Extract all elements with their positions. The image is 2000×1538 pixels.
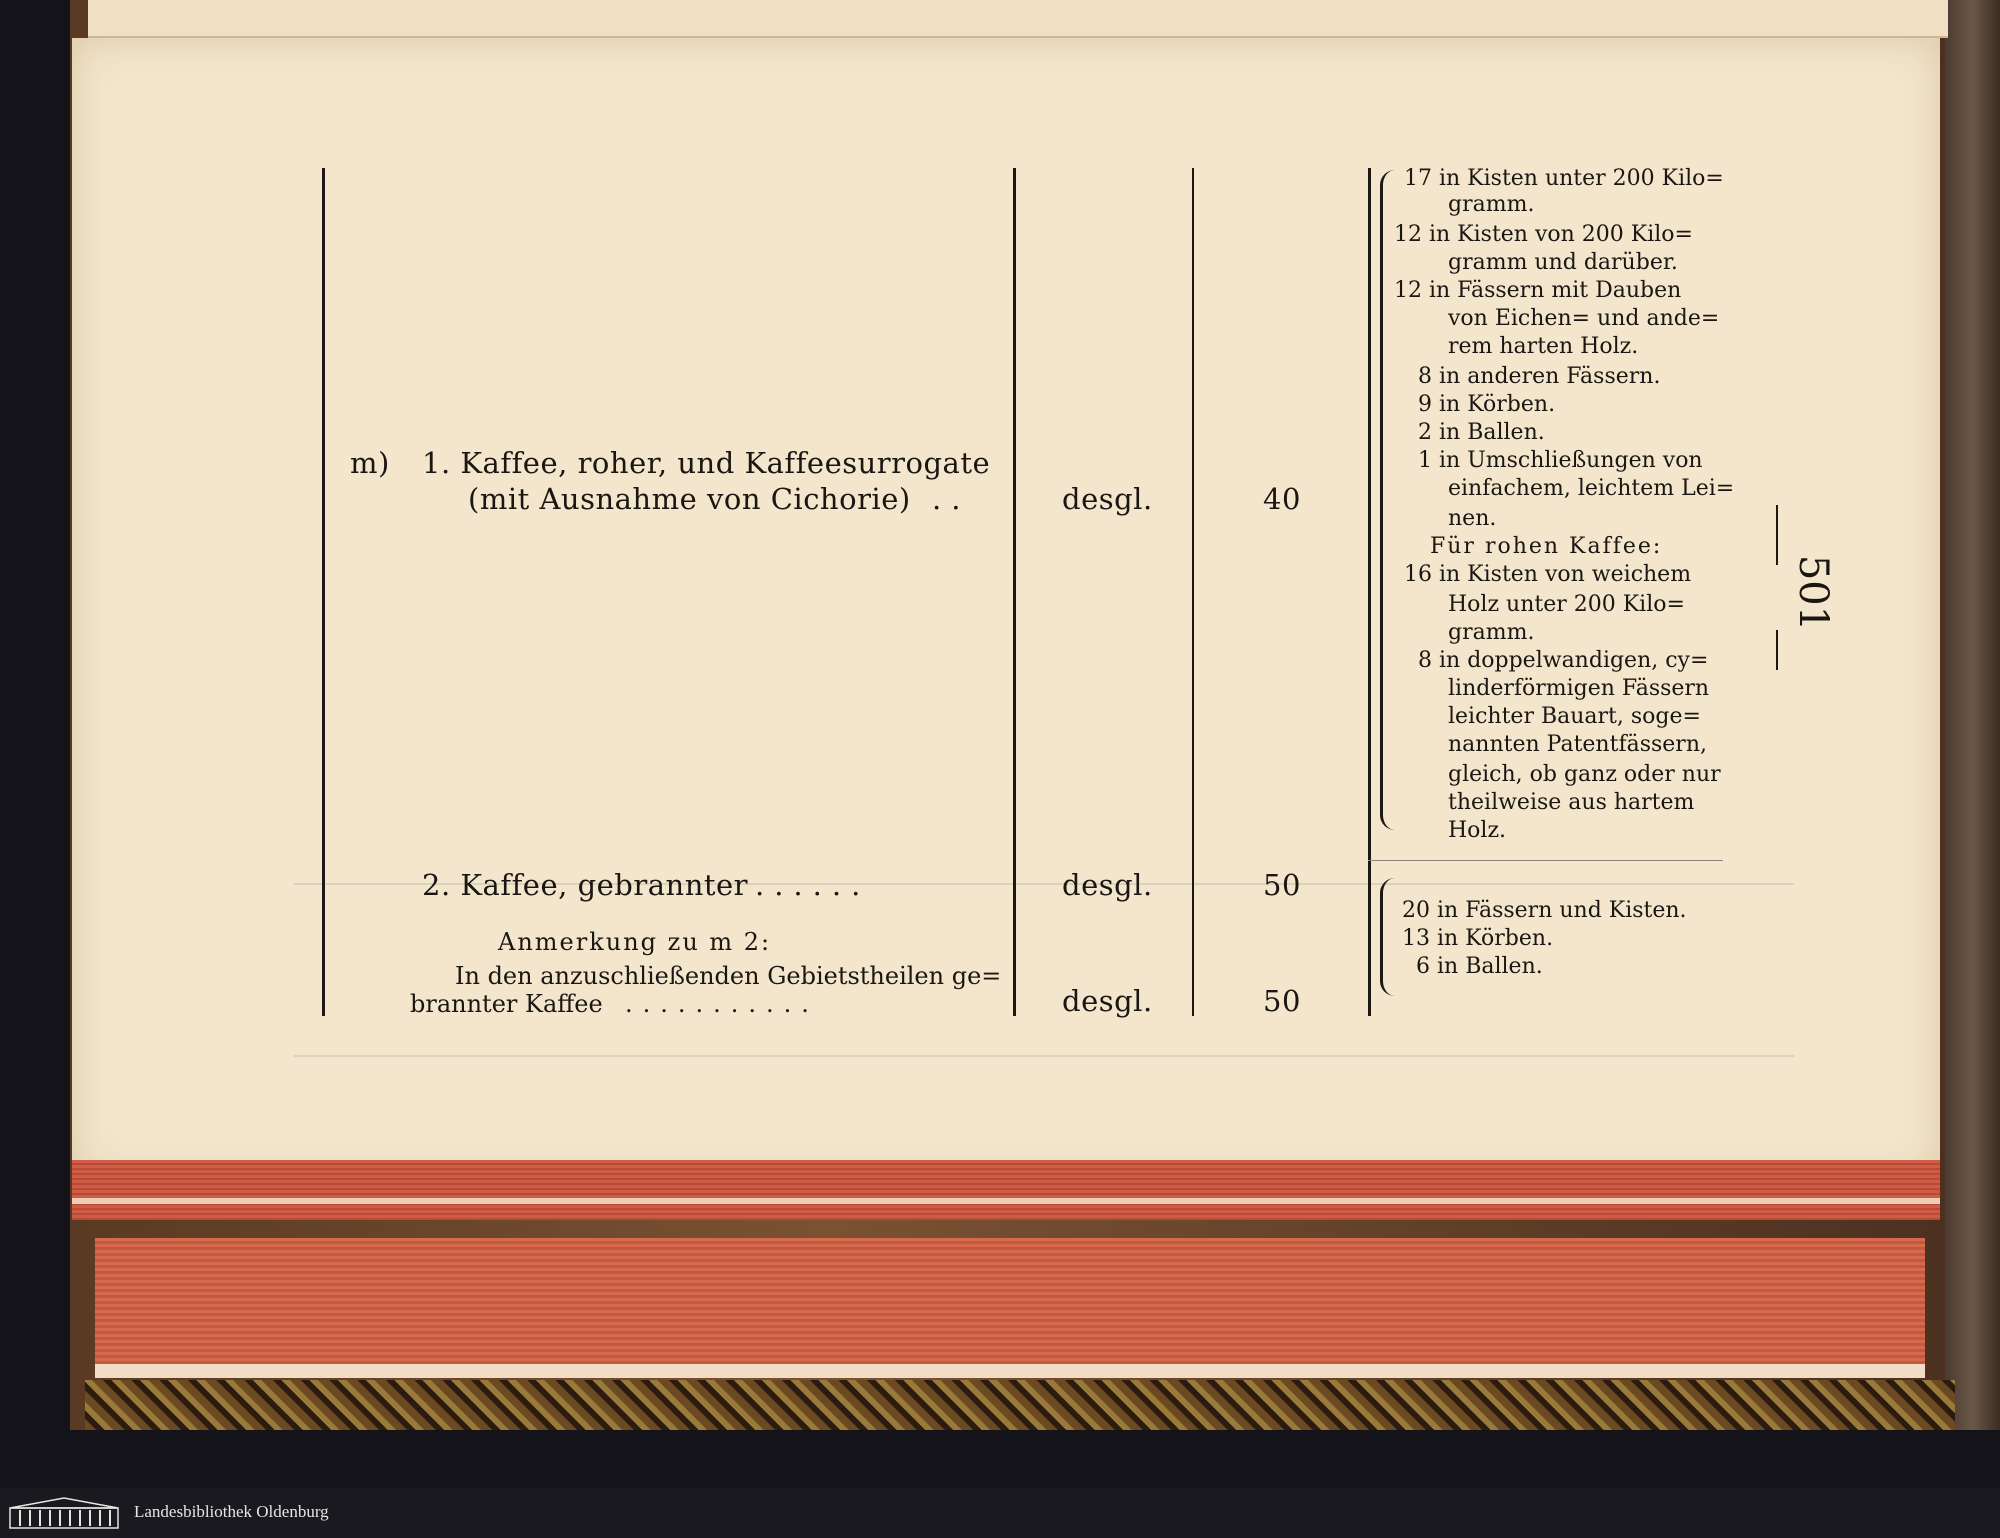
unit-cell: desgl.: [1062, 984, 1153, 1018]
leader-dots: ......: [755, 868, 871, 902]
tare-line: 8 in doppelwandigen, cy=: [1418, 648, 1709, 673]
column-rule-unit: [1192, 168, 1194, 1016]
tare-line: von Eichen= und ande=: [1448, 306, 1720, 331]
previous-page-edge: [88, 0, 1948, 38]
tare-line: Holz.: [1448, 818, 1507, 843]
duty-value-cell: 40: [1263, 482, 1301, 516]
tare-line: 2 in Ballen.: [1418, 420, 1545, 445]
tare-line: 17 in Kisten unter 200 Kilo=: [1404, 166, 1724, 191]
tare-line: 20 in Fässern und Kisten.: [1402, 898, 1687, 923]
brace-m1: [1380, 170, 1395, 830]
tare-line: 12 in Kisten von 200 Kilo=: [1394, 222, 1693, 247]
tare-line: 12 in Fässern mit Dauben: [1394, 278, 1682, 303]
page-edge-red-lower: [95, 1238, 1925, 1378]
book-spine: [1945, 0, 2000, 1430]
page-number-rule: [1776, 630, 1778, 670]
duty-value-cell: 50: [1263, 984, 1301, 1018]
leader-dots: ..: [932, 482, 971, 516]
leader-dots: ...........: [625, 990, 819, 1018]
tare-line: gramm und darüber.: [1448, 250, 1678, 275]
library-name: Landesbibliothek Oldenburg: [134, 1502, 329, 1521]
unit-cell: desgl.: [1062, 868, 1153, 902]
row-marker: m): [350, 446, 390, 480]
page-number-rule: [1776, 505, 1778, 565]
tare-line: 6 in Ballen.: [1416, 954, 1543, 979]
tare-line: einfachem, leichtem Lei=: [1448, 476, 1735, 501]
tare-line: theilweise aus hartem: [1448, 790, 1695, 815]
tare-line: 1 in Umschließungen von: [1418, 448, 1703, 473]
tare-line: leichter Bauart, soge=: [1448, 704, 1701, 729]
tare-line: gramm.: [1448, 620, 1535, 645]
column-rule-value: [1368, 168, 1371, 1016]
tare-subheading: Für rohen Kaffee:: [1430, 534, 1663, 559]
tare-line: Holz unter 200 Kilo=: [1448, 592, 1685, 617]
note-text-line1: In den anzuschließenden Gebietstheilen ge=: [455, 962, 1002, 990]
note-heading: Anmerkung zu m 2:: [498, 928, 772, 956]
tare-line: rem harten Holz.: [1448, 334, 1639, 359]
tare-divider: [1368, 860, 1723, 861]
column-rule-description: [1013, 168, 1016, 1016]
item-kaffee-roher-line2: (mit Ausnahme von Cichorie): [468, 482, 911, 516]
marbled-edge: [85, 1380, 1955, 1430]
tare-line: linderförmigen Fässern: [1448, 676, 1710, 701]
tare-line: gramm.: [1448, 192, 1535, 217]
page-number: 501: [1790, 554, 1837, 632]
footer-bar: [0, 1488, 2000, 1538]
duty-value-cell: 50: [1263, 868, 1301, 902]
unit-cell: desgl.: [1062, 482, 1153, 516]
page-edge-red-upper: [72, 1160, 1940, 1220]
tare-line: 16 in Kisten von weichem: [1404, 562, 1692, 587]
tare-line: 13 in Körben.: [1402, 926, 1554, 951]
tare-line: nannten Patentfässern,: [1448, 732, 1707, 757]
tare-line: 8 in anderen Fässern.: [1418, 364, 1661, 389]
item-kaffee-roher-line1: 1. Kaffee, roher, und Kaffeesurrogate: [422, 446, 991, 480]
brace-m2: [1380, 878, 1395, 996]
tare-line: nen.: [1448, 506, 1497, 531]
tare-line: 9 in Körben.: [1418, 392, 1556, 417]
column-rule-left: [322, 168, 325, 1016]
library-building-icon: [8, 1496, 120, 1530]
tare-line: gleich, ob ganz oder nur: [1448, 762, 1721, 787]
item-kaffee-gebrannter: 2. Kaffee, gebrannter: [422, 868, 749, 902]
note-text-line2: brannter Kaffee: [410, 990, 603, 1018]
